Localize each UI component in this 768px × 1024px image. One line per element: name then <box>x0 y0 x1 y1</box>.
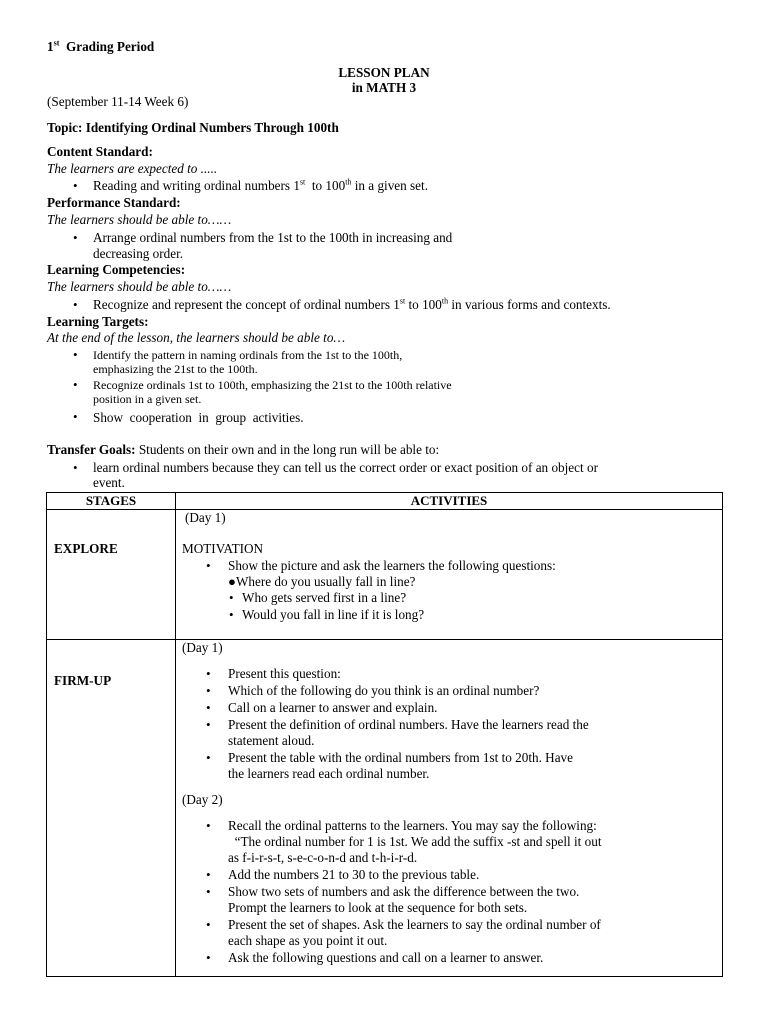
stage-cell-explore <box>47 510 176 640</box>
learning-competencies-lead: The learners should be able to…… <box>47 279 232 294</box>
firmup-d2-item-1-line2: “The ordinal number for 1 is 1st. We add the suffix -st and spell it out <box>228 834 602 849</box>
learning-competencies-heading: Learning Competencies: <box>47 262 186 277</box>
topic-heading: Topic: Identifying Ordinal Numbers Through 100th <box>47 120 339 135</box>
stage-cell-firmup <box>47 640 176 977</box>
table-row-firmup <box>47 640 723 977</box>
learning-targets-lead: At the end of the lesson, the learners should be able to… <box>47 330 346 345</box>
bullet-icon: • <box>73 347 78 362</box>
learning-competencies-item: Recognize and represent the concept of ordinal numbers 1st to 100th in various forms and contexts. <box>93 296 611 312</box>
bullet-icon: • <box>73 460 78 475</box>
explore-day: (Day 1) <box>185 510 226 525</box>
bullet-icon: • <box>206 818 211 833</box>
stage-label-firmup: FIRM-UP <box>54 673 112 688</box>
firmup-d2-item-2: Add the numbers 21 to 30 to the previous table. <box>228 867 480 882</box>
firmup-d1-item-5-line2: the learners read each ordinal number. <box>228 766 430 781</box>
activities-column-header: ACTIVITIES <box>176 493 723 510</box>
explore-question-1: ●Where do you usually fall in line? <box>228 574 416 589</box>
bullet-icon: • <box>73 178 78 193</box>
explore-question-2: Who gets served first in a line? <box>242 590 407 605</box>
stages-activities-table <box>46 492 723 977</box>
bullet-icon: • <box>73 230 78 245</box>
firmup-d1-item-1: Present this question: <box>228 666 341 681</box>
activities-cell-firmup <box>176 640 723 977</box>
table-header-row <box>47 493 723 510</box>
firmup-d2-item-4-line1: Present the set of shapes. Ask the learners to say the ordinal number of <box>228 917 601 932</box>
firmup-d2-item-1-line3: as f-i-r-s-t, s-e-c-o-n-d and t-h-i-r-d. <box>228 850 418 865</box>
bullet-icon: • <box>73 377 78 392</box>
bullet-icon: • <box>206 717 211 732</box>
performance-standard-heading: Performance Standard: <box>47 195 181 210</box>
performance-standard-item-line2: decreasing order. <box>93 246 184 261</box>
firmup-d2-item-3-line2: Prompt the learners to look at the sequence for both sets. <box>228 900 528 915</box>
bullet-icon: • <box>206 750 211 765</box>
firmup-d1-item-4-line2: statement aloud. <box>228 733 315 748</box>
content-standard-item: Reading and writing ordinal numbers 1st to 100th in a given set. <box>93 177 428 193</box>
learning-target-1-line1: Identify the pattern in naming ordinals from the 1st to the 100th, <box>93 348 403 362</box>
bullet-icon: • <box>206 683 211 698</box>
grading-number: 1 <box>47 39 54 54</box>
bullet-icon: • <box>206 700 211 715</box>
learning-targets-heading: Learning Targets: <box>47 314 149 329</box>
bullet-icon: • <box>229 590 234 605</box>
firmup-day2: (Day 2) <box>182 792 223 807</box>
bullet-icon: • <box>206 666 211 681</box>
learning-target-3: Show cooperation in group activities. <box>93 410 304 425</box>
bullet-icon: • <box>206 558 211 573</box>
firmup-day1: (Day 1) <box>182 640 223 655</box>
grading-superscript: st <box>53 38 60 48</box>
stages-column-header: STAGES <box>47 493 176 510</box>
grading-text: Grading Period <box>65 39 155 54</box>
table-row-explore <box>47 510 723 640</box>
firmup-d1-item-5-line1: Present the table with the ordinal numbers from 1st to 20th. Have <box>228 750 573 765</box>
firmup-d2-item-4-line2: each shape as you point it out. <box>228 933 388 948</box>
grading-period <box>47 39 154 55</box>
bullet-icon: • <box>206 884 211 899</box>
motivation-heading: MOTIVATION <box>182 541 264 556</box>
doc-title-line1: LESSON PLAN <box>338 65 430 80</box>
firmup-d2-item-1-line1: Recall the ordinal patterns to the learners. You may say the following: <box>228 818 597 833</box>
learning-target-2-line1: Recognize ordinals 1st to 100th, emphasizing the 21st to the 100th relative <box>93 378 452 392</box>
doc-title-line2: in MATH 3 <box>351 80 417 95</box>
content-standard-heading: Content Standard: <box>47 144 153 159</box>
learning-target-1-line2: emphasizing the 21st to the 100th. <box>93 362 258 376</box>
bullet-icon: • <box>229 607 234 622</box>
transfer-goals-heading: Transfer Goals: <box>47 442 136 457</box>
learning-target-2-line2: position in a given set. <box>93 392 202 406</box>
transfer-goals <box>47 442 439 458</box>
explore-item: Show the picture and ask the learners the following questions: <box>228 558 556 573</box>
activities-cell-explore <box>176 510 723 640</box>
bullet-icon: • <box>206 950 211 965</box>
firmup-d2-item-5: Ask the following questions and call on a learner to answer. <box>228 950 544 965</box>
bullet-icon: • <box>73 297 78 312</box>
performance-standard-lead: The learners should be able to…… <box>47 212 232 227</box>
transfer-goals-text: Students on their own and in the long run will be able to: <box>135 442 440 457</box>
transfer-goal-line2: event. <box>93 475 125 490</box>
bullet-icon: • <box>73 409 78 424</box>
firmup-d1-item-2: Which of the following do you think is an ordinal number? <box>228 683 540 698</box>
firmup-d1-item-4-line1: Present the definition of ordinal numbers. Have the learners read the <box>228 717 589 732</box>
content-standard-lead: The learners are expected to ..... <box>47 161 218 176</box>
performance-standard-item-line1: Arrange ordinal numbers from the 1st to the 100th in increasing and <box>93 230 453 245</box>
date-range: (September 11-14 Week 6) <box>47 94 189 109</box>
explore-question-3: Would you fall in line if it is long? <box>242 607 425 622</box>
stage-label-explore: EXPLORE <box>54 541 118 556</box>
bullet-icon: • <box>206 867 211 882</box>
bullet-icon: • <box>206 917 211 932</box>
firmup-d2-item-3-line1: Show two sets of numbers and ask the difference between the two. <box>228 884 580 899</box>
transfer-goal-line1: learn ordinal numbers because they can tell us the correct order or exact position of an object or <box>93 460 598 475</box>
firmup-d1-item-3: Call on a learner to answer and explain. <box>228 700 438 715</box>
